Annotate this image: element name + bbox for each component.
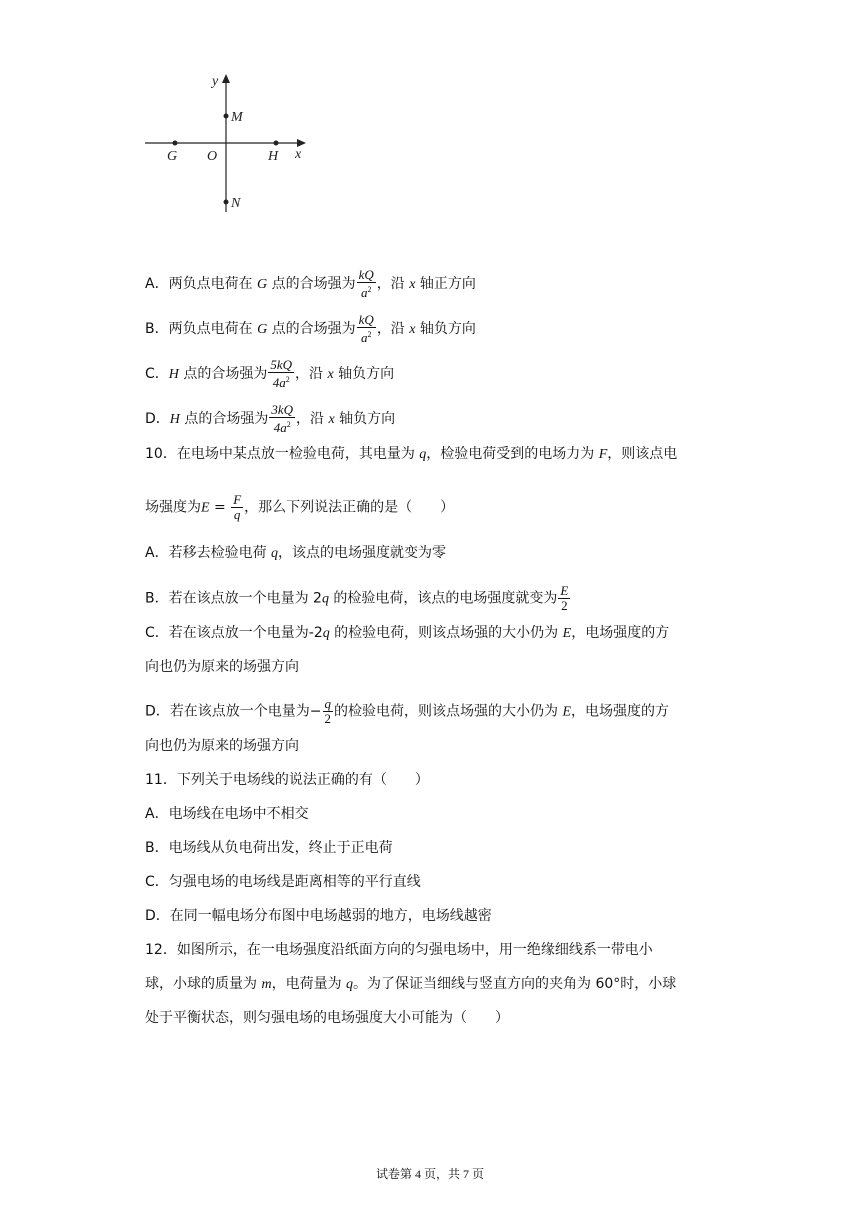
q9-option-a: A．两负点电荷在 G 点的合场强为 $\frac{kQ}{a^2}$ ，沿 x 轴正方向 [145, 267, 476, 300]
fraction: $\frac{q}{2}$ [324, 696, 332, 726]
q11-option-b: B．电场线从负电荷出发，终止于正电荷 [145, 840, 393, 856]
fraction: $\frac{E}{2}$ [560, 583, 569, 613]
label-x: x [295, 147, 302, 162]
q10-option-c-line2: 向也仍为原来的场强方向 [145, 659, 299, 675]
q10-option-d-line2: 向也仍为原来的场强方向 [145, 738, 299, 754]
label-g: G [167, 149, 178, 164]
q10-option-b: B．若在该点放一个电量为 2q 的检验电荷，该点的电场强度就变为 $\frac{E}{2}$ [145, 583, 569, 613]
fraction: $\frac{kQ}{a^2}$ [358, 312, 374, 345]
q9-option-c: C．H 点的合场强为 $\frac{5kQ}{4a^2}$ ，沿 x 轴负方向 [145, 357, 395, 390]
label-n: N [231, 196, 241, 211]
point-h [274, 141, 279, 146]
q11-option-c: C．匀强电场的电场线是距离相等的平行直线 [145, 874, 421, 890]
q12-stem-line3: 处于平衡状态，则匀强电场的电场强度大小可能为（ ） [145, 1010, 509, 1026]
y-axis-arrow [222, 74, 230, 83]
point-m [224, 114, 229, 119]
q10-stem-line2: 场强度为E = $\frac{F}{q}$ ，那么下列说法正确的是（ ） [145, 492, 455, 522]
q12-stem-line1: 12．如图所示，在一电场强度沿纸面方向的匀强电场中，用一绝缘细线系一带电小 [145, 942, 653, 958]
point-n [224, 200, 229, 205]
q10-option-c-line1: C．若在该点放一个电量为-2q 的检验电荷，则该点场强的大小仍为 E，电场强度的方 [145, 625, 670, 641]
label-h: H [268, 149, 279, 164]
label-o: O [207, 149, 218, 164]
q9-option-d: D．H 点的合场强为 $\frac{3kQ}{4a^2}$ ，沿 x 轴负方向 [145, 402, 396, 435]
q11-option-a: A．电场线在电场中不相交 [145, 806, 309, 822]
q11-stem: 11．下列关于电场线的说法正确的有（ ） [145, 772, 429, 788]
page-footer: 试卷第 4 页，共 7 页 [375, 1167, 484, 1181]
q10-option-d-line1: D．若在该点放一个电量为− $\frac{q}{2}$ 的检验电荷，则该点场强的大小仍为 E，电场强度的方 [145, 696, 670, 726]
label-y: y [212, 74, 219, 89]
q11-option-d: D．在同一幅电场分布图中电场越弱的地方，电场线越密 [145, 908, 492, 924]
q10-option-a: A．若移去检验电荷 q，该点的电场强度就变为零 [145, 545, 447, 561]
point-g [173, 141, 178, 146]
fraction: $\frac{F}{q}$ [233, 492, 242, 522]
x-axis-arrow [297, 139, 306, 147]
q10-stem-line1: 10．在电场中某点放一检验电荷，其电量为 q，检验电荷受到的电场力为 F，则该点电 [145, 446, 678, 462]
q12-stem-line2: 球，小球的质量为 m，电荷量为 q。为了保证当细线与竖直方向的夹角为 60°时，小球 [145, 976, 677, 992]
fraction: $\frac{kQ}{a^2}$ [358, 267, 374, 300]
label-m: M [231, 110, 243, 125]
fraction: $\frac{5kQ}{4a^2}$ [270, 357, 293, 390]
fraction: $\frac{3kQ}{4a^2}$ [271, 402, 294, 435]
q9-option-b: B．两负点电荷在 G 点的合场强为 $\frac{kQ}{a^2}$ ，沿 x 轴负方向 [145, 312, 476, 345]
coordinate-figure [140, 66, 320, 216]
